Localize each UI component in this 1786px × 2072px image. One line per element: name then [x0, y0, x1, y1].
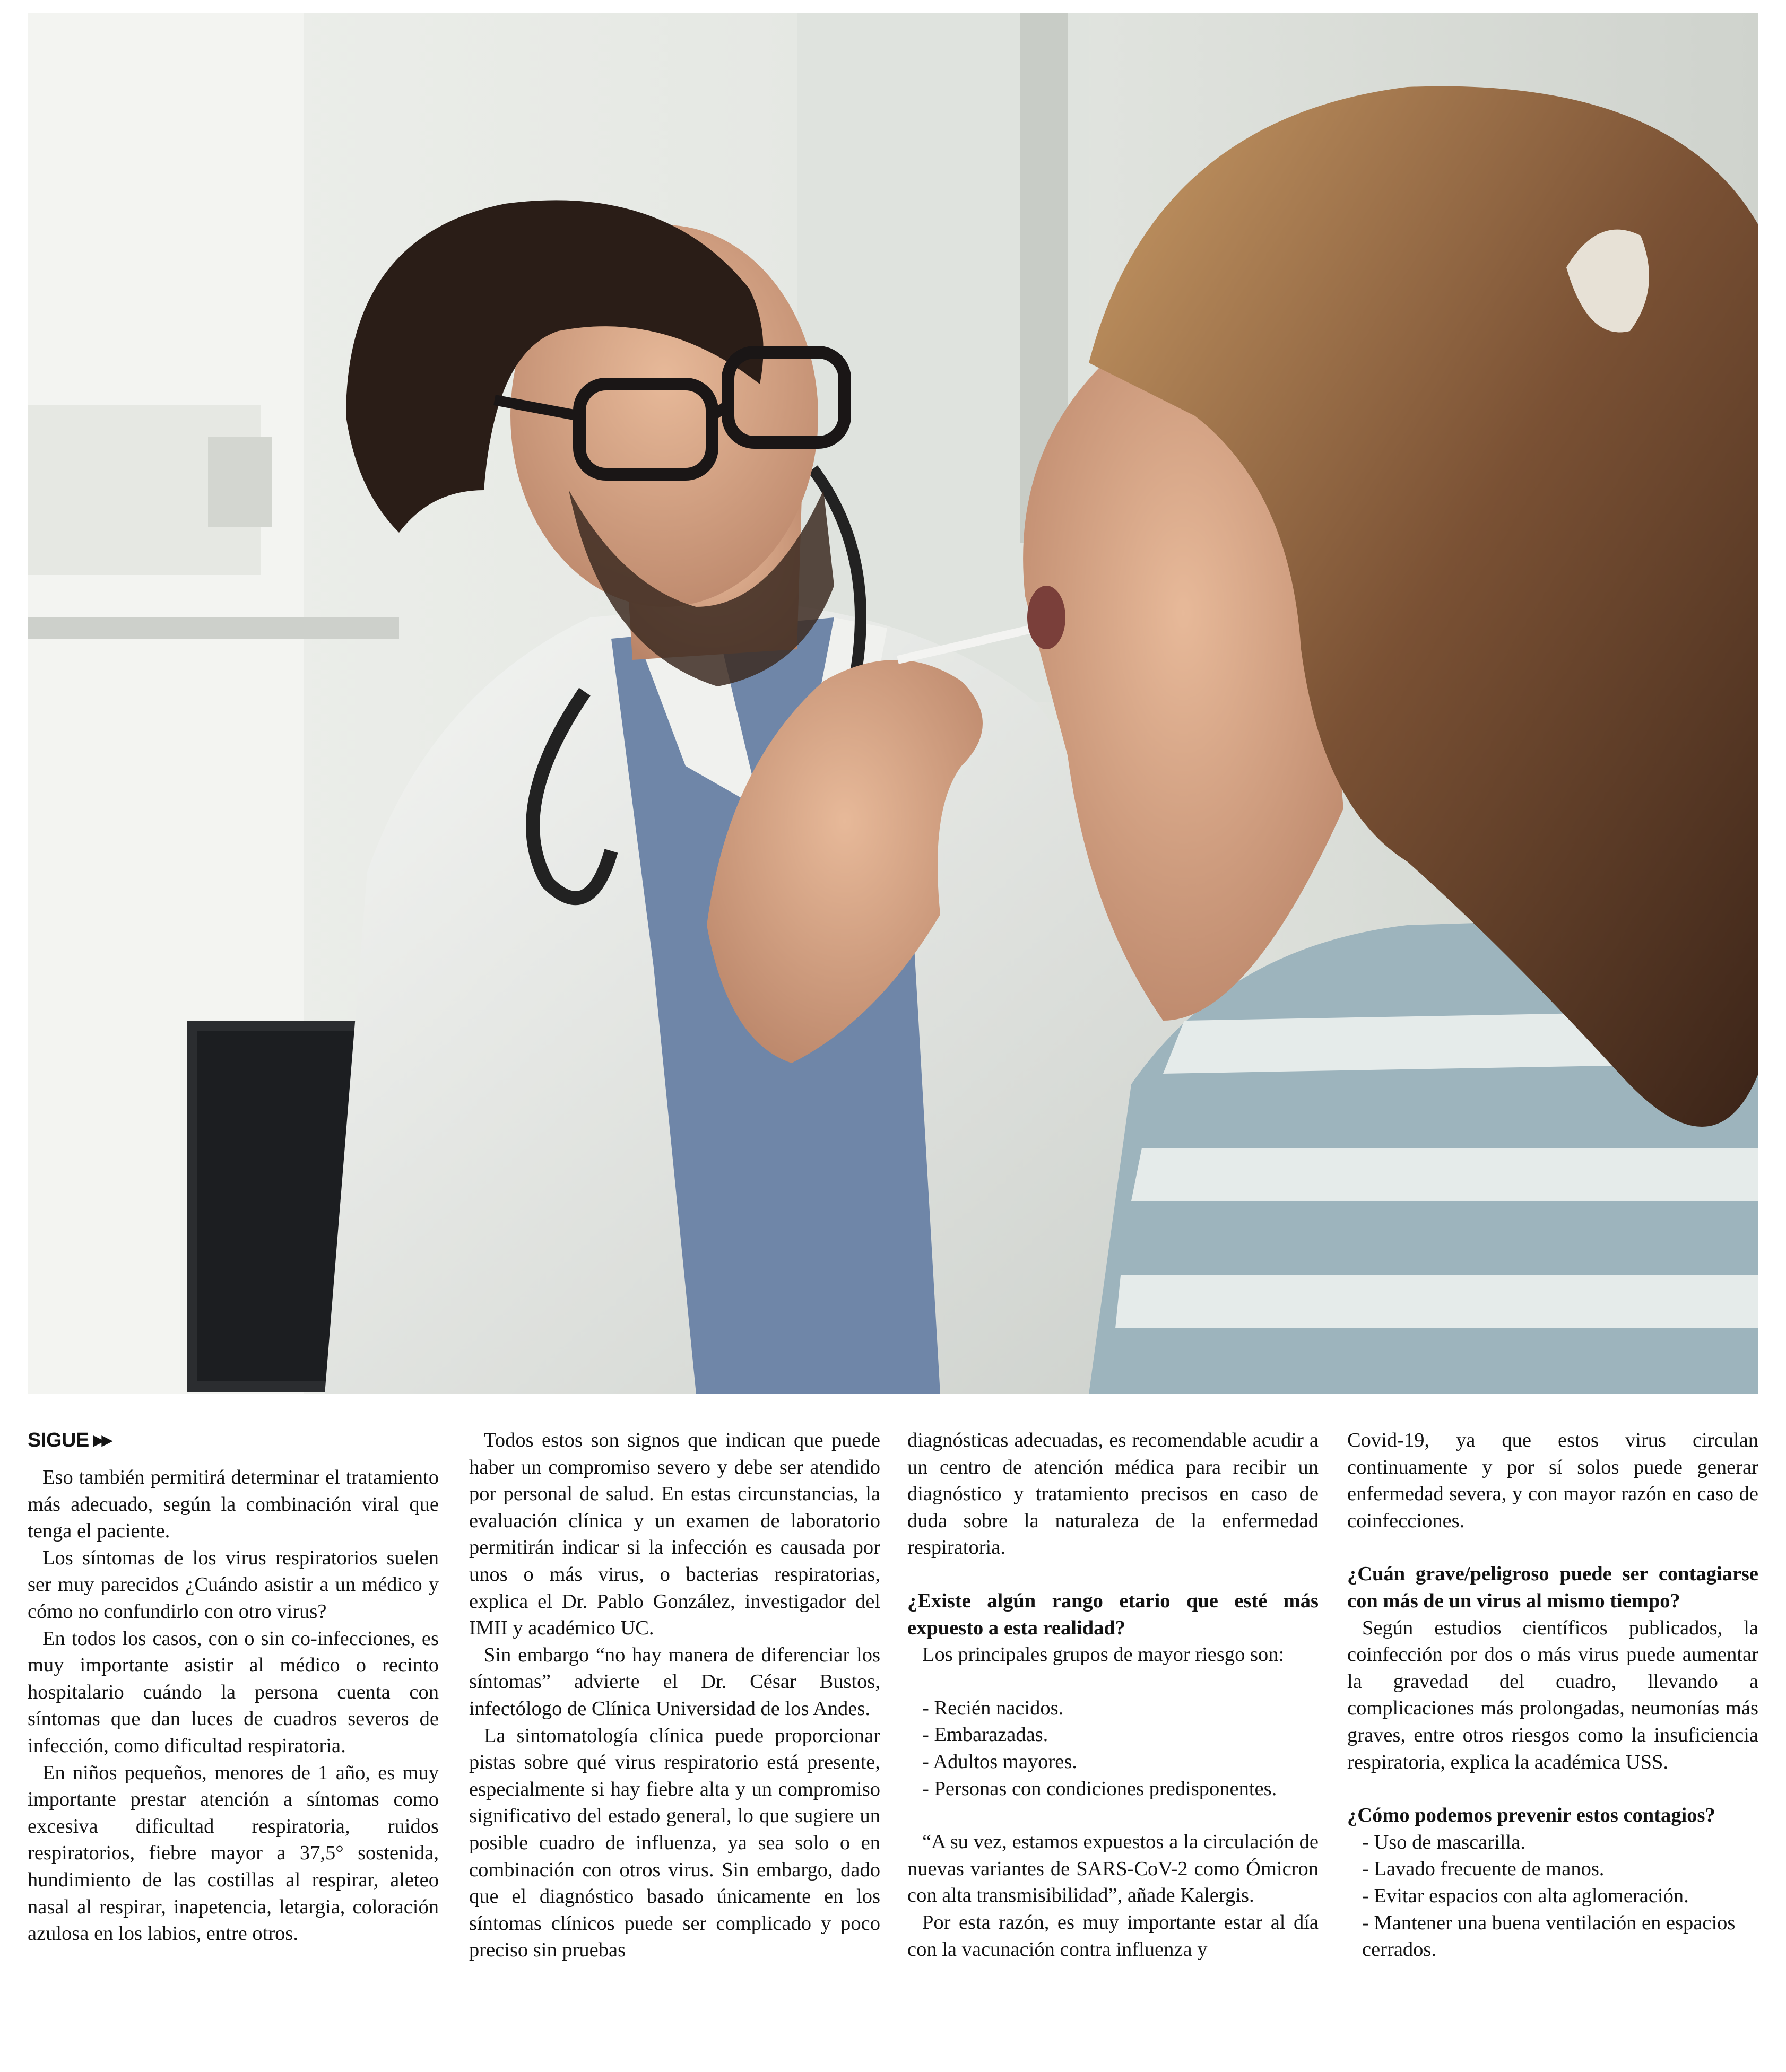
section-question: ¿Cuán grave/peligroso puede ser contagiarse con más de un virus al mismo tiempo?	[1347, 1563, 1758, 1612]
list-item: - Evitar espacios con alta aglomeración.	[1362, 1884, 1689, 1907]
list-item: - Embarazadas.	[922, 1723, 1048, 1746]
column-3	[907, 1427, 1319, 1963]
paragraph: Todos estos son signos que indican que puede haber un compromiso severo y debe ser atendido por personal de salud. En estas circunstancias, la evaluación clínica y un examen de laboratorio permitirán indicar si la infección es causada por unos o más virus, o bacterias respiratorias, explica el Dr. Pablo González, investigador del IMII y académico UC.	[469, 1429, 880, 1640]
paragraph: Sin embargo “no hay manera de diferenciar los síntomas” advierte el Dr. César Bustos, infectólogo de Clínica Universidad de los Andes.	[469, 1643, 880, 1720]
paragraph: diagnósticas adecuadas, es recomendable acudir a un centro de atención médica para recibir un diagnóstico y tratamiento precisos en caso de duda sobre la naturaleza de la enfermedad respiratoria.	[907, 1429, 1319, 1559]
paragraph: Eso también permitirá determinar el tratamiento más adecuado, según la combinación viral que tenga el paciente.	[28, 1466, 439, 1543]
column-1	[28, 1427, 439, 1947]
column-2	[469, 1427, 880, 1964]
column-4	[1347, 1427, 1758, 1963]
section-question: ¿Cómo podemos prevenir estos contagios?	[1347, 1804, 1715, 1827]
paragraph: Los principales grupos de mayor riesgo son:	[922, 1643, 1285, 1666]
article-body	[28, 1427, 1758, 2069]
list-item: - Uso de mascarilla.	[1362, 1831, 1525, 1853]
list-item: - Adultos mayores.	[922, 1750, 1077, 1773]
paragraph: Los síntomas de los virus respiratorios suelen ser muy parecidos ¿Cuándo asistir a un médico y cómo no confundirlo con otro virus?	[28, 1546, 439, 1623]
paragraph: Por esta razón, es muy importante estar al día con la vacunación contra influenza y	[907, 1911, 1319, 1961]
article-photo	[28, 13, 1758, 1394]
list-item: - Lavado frecuente de manos.	[1362, 1858, 1605, 1881]
list-item: - Recién nacidos.	[922, 1696, 1064, 1719]
list-item: - Mantener una buena ventilación en espacios cerrados.	[1362, 1911, 1736, 1961]
paragraph: En niños pequeños, menores de 1 año, es muy importante prestar atención a síntomas como excesiva dificultad respiratoria, ruidos respiratorios, fiebre mayor a 37,5° sostenida, hundimiento de las costillas al respirar, aleteo nasal al respirar, inapetencia, letargia, coloración azulosa en los labios, entre otros.	[28, 1761, 439, 1945]
doctor-examining-throat-photo	[28, 13, 1758, 1394]
kicker-label: SIGUE	[28, 1429, 89, 1451]
list-item: - Personas con condiciones predisponentes.	[922, 1777, 1277, 1800]
double-arrow-icon: ▶▶	[93, 1432, 110, 1448]
paragraph: Covid-19, ya que estos virus circulan continuamente y por sí solos puede generar enfermedad severa, y con mayor razón en caso de coinfecciones.	[1347, 1429, 1758, 1532]
paragraph: Según estudios científicos publicados, la coinfección por dos o más virus puede aumentar la gravedad del cuadro, llevando a complicaciones más prolongadas, neumonías más graves, entre otros riesgos como la insuficiencia respiratoria, explica la académica USS.	[1347, 1616, 1758, 1773]
section-question: ¿Existe algún rango etario que esté más expuesto a esta realidad?	[907, 1589, 1319, 1639]
continued-kicker	[28, 1427, 439, 1453]
paragraph: La sintomatología clínica puede proporcionar pistas sobre qué virus respiratorio está presente, especialmente si hay fiebre alta y un compromiso significativo del estado general, lo que sugiere un posible cuadro de influenza, ya sea solo o en combinación con otros virus. Sin embargo, dado que el diagnóstico basado únicamente en los síntomas clínicos puede ser complicado y poco preciso sin pruebas	[469, 1724, 880, 1962]
paragraph: “A su vez, estamos expuestos a la circulación de nuevas variantes de SARS-CoV-2 como Ómicron con alta transmisibilidad”, añade Kalergis.	[907, 1831, 1319, 1907]
paragraph: En todos los casos, con o sin co-infecciones, es muy importante asistir al médico o recinto hospitalario cuándo la persona cuenta con síntomas que dan luces de cuadros severos de infección, como dificultad respiratoria.	[28, 1627, 439, 1757]
